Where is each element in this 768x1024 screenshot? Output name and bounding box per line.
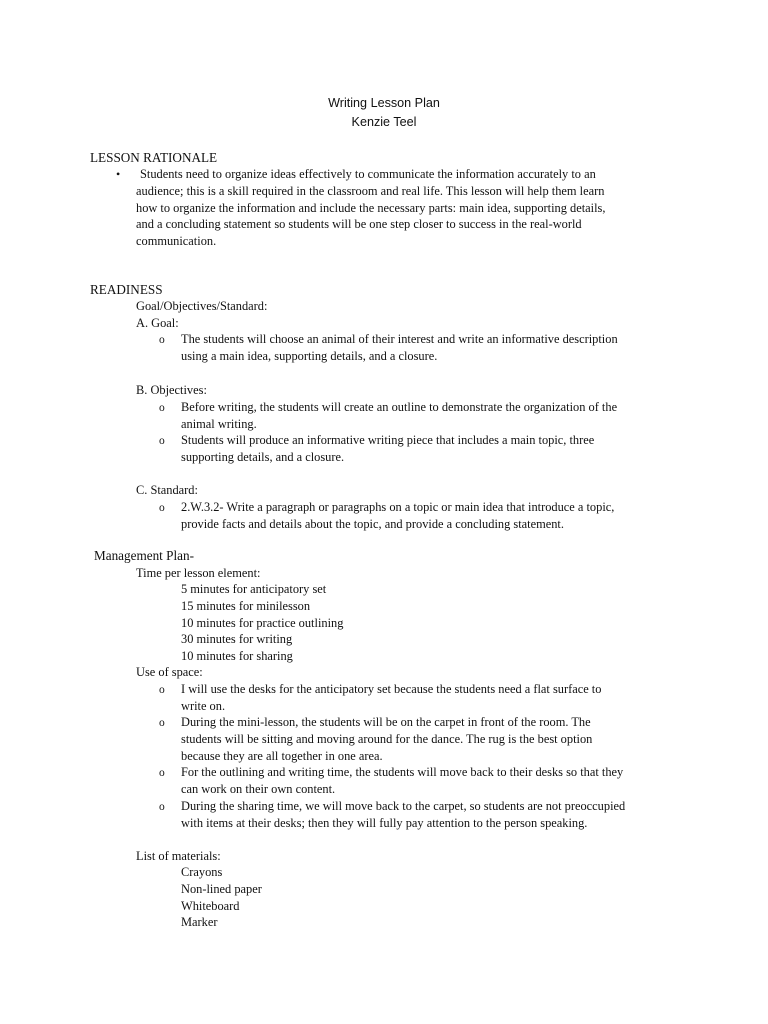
readiness-subheading: Goal/Objectives/Standard: <box>136 299 268 313</box>
material-item: Non-lined paper <box>181 881 262 896</box>
management-heading: Management Plan- <box>94 548 194 563</box>
rationale-paragraph <box>136 166 605 250</box>
standard-label: C. Standard: <box>136 483 198 497</box>
goal-item <box>181 331 618 365</box>
space-item <box>181 798 625 832</box>
objective-item-line: Before writing, the students will create an outline to demonstrate the organization of the <box>181 400 618 414</box>
objective-item-line: Students will produce an informative writing piece that includes a main topic, three <box>181 433 595 447</box>
space-item-line: I will use the desks for the anticipatory set because the students need a flat surface to <box>181 682 602 696</box>
space-item-line: students will be sitting and moving around for the dance. The rug is the best option <box>181 731 593 746</box>
rationale-heading: LESSON RATIONALE <box>90 150 218 165</box>
space-item <box>181 681 601 715</box>
time-item: 10 minutes for sharing <box>181 649 293 664</box>
goal-item-line: using a main idea, supporting details, and a closure. <box>181 348 438 363</box>
rationale-line: how to organize the information and include the necessary parts: main idea, supporting details, <box>136 200 606 215</box>
goal-item-line: The students will choose an animal of their interest and write an informative description <box>181 332 618 346</box>
objectives-label: B. Objectives: <box>136 383 207 397</box>
standard-item-marker: o <box>159 502 165 514</box>
material-item: Whiteboard <box>181 898 240 913</box>
readiness-heading: READINESS <box>90 282 163 297</box>
space-item-line: During the mini-lesson, the students will be on the carpet in front of the room. The <box>181 715 591 729</box>
space-label: Use of space: <box>136 665 203 679</box>
time-item: 5 minutes for anticipatory set <box>181 582 327 596</box>
goal-label: A. Goal: <box>136 316 179 330</box>
space-item-marker: o <box>159 801 165 813</box>
space-item-marker: o <box>159 767 165 779</box>
objective-item <box>181 399 617 433</box>
space-item <box>181 714 592 764</box>
space-item-line: write on. <box>181 698 226 713</box>
rationale-bullet: • <box>116 167 121 181</box>
document-title: Writing Lesson Plan <box>328 96 440 110</box>
rationale-line: Students need to organize ideas effectively to communicate the information accurately to an <box>140 167 596 181</box>
rationale-line: communication. <box>136 234 217 249</box>
time-item: 15 minutes for minilesson <box>181 598 311 613</box>
time-item: 10 minutes for practice outlining <box>181 615 344 630</box>
time-list <box>181 581 343 665</box>
materials-list <box>181 864 262 931</box>
time-label: Time per lesson element: <box>136 566 261 580</box>
standard-item-line: 2.W.3.2- Write a paragraph or paragraphs on a topic or main idea that introduce a topic, <box>181 500 615 514</box>
rationale-line: audience; this is a skill required in the classroom and real life. This lesson will help them learn <box>136 183 605 198</box>
standard-item-line: provide facts and details about the topic, and provide a concluding statement. <box>181 516 564 531</box>
material-item: Marker <box>181 915 218 930</box>
space-item-line: For the outlining and writing time, the students will move back to their desks so that they <box>181 765 624 779</box>
time-item: 30 minutes for writing <box>181 632 293 647</box>
space-item-line: because they are all together in one area. <box>181 748 383 763</box>
space-item-line: can work on their own content. <box>181 781 336 796</box>
rationale-line: and a concluding statement so students will be one step closer to success in the real-world <box>136 217 582 232</box>
document-author: Kenzie Teel <box>351 115 417 129</box>
objective-item-line: animal writing. <box>181 416 257 431</box>
objective-item-marker: o <box>159 435 165 447</box>
standard-item <box>181 499 614 533</box>
space-item-line: During the sharing time, we will move back to the carpet, so students are not preoccupied <box>181 799 626 813</box>
objective-item <box>181 432 594 466</box>
space-item-line: with items at their desks; then they will fully pay attention to the person speaking. <box>181 815 588 830</box>
objective-item-marker: o <box>159 402 165 414</box>
space-item-marker: o <box>159 684 165 696</box>
space-item <box>181 764 623 798</box>
materials-label: List of materials: <box>136 849 221 863</box>
material-item: Crayons <box>181 865 223 879</box>
goal-item-marker: o <box>159 334 165 346</box>
space-item-marker: o <box>159 717 165 729</box>
objective-item-line: supporting details, and a closure. <box>181 449 345 464</box>
